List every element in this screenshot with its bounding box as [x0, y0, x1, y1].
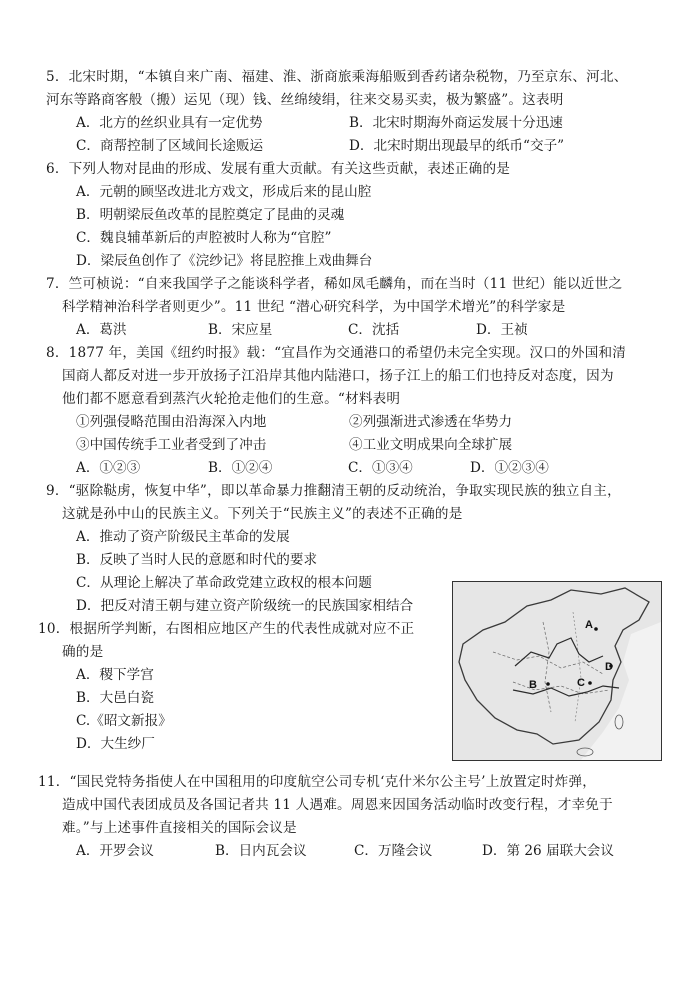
q6-option-b[interactable]: B．明朝梁辰鱼改革的昆腔奠定了昆曲的灵魂 — [76, 207, 345, 223]
q8-statement-1: ①列强侵略范围由沿海深入内地 — [76, 414, 267, 430]
q5-stem-line1: 5．北宋时期，“本镇自来广南、福建、淮、浙商旅乘海船贩到香药诸杂税物，乃至京东、河北、 — [46, 69, 628, 85]
q10-option-a[interactable]: A．稷下学宫 — [76, 667, 154, 683]
map-label-d: D — [605, 661, 613, 673]
q11-option-d[interactable]: D．第 26 届联大会议 — [482, 843, 614, 859]
q5-stem-line2: 河东等路商客般（搬）运见（现）钱、丝绵绫绢，往来交易买卖，极为繁盛”。这表明 — [46, 92, 564, 108]
q8-stem-line1: 8．1877 年，美国《纽约时报》载：“宜昌作为交通港口的希望仍未完全实现。汉口的外国和清 — [46, 345, 627, 361]
q8-option-b[interactable]: B．①②④ — [208, 460, 273, 476]
q9-option-a[interactable]: A．推动了资产阶级民主革命的发展 — [76, 529, 290, 545]
q5-option-c[interactable]: C．商帮控制了区域间长途贩运 — [76, 138, 264, 154]
q7-option-a[interactable]: A．葛洪 — [76, 322, 127, 338]
q8-stem-line3: 他们都不愿意看到蒸汽火轮抢走他们的生意。“材料表明 — [62, 391, 401, 407]
q9-option-c[interactable]: C．从理论上解决了革命政党建立政权的根本问题 — [76, 575, 372, 591]
map-marker-c — [588, 681, 592, 685]
q7-option-d[interactable]: D．王祯 — [476, 322, 528, 338]
q8-option-a[interactable]: A．①②③ — [76, 460, 141, 476]
q7-stem-line1: 7．竺可桢说：“自来我国学子之能谈科学者，稀如凤毛麟角，而在当时（11 世纪）能以近世之 — [46, 276, 623, 292]
q5-option-a[interactable]: A．北方的丝织业具有一定优势 — [76, 115, 263, 131]
q5-option-d[interactable]: D．北宋时期出现最早的纸币“交子” — [349, 138, 565, 154]
q11-option-c[interactable]: C．万隆会议 — [354, 843, 433, 859]
map-label-a: A — [585, 619, 593, 631]
q10-stem-line1: 10．根据所学判断，右图相应地区产生的代表性成就对应不正 — [38, 621, 415, 637]
q10-option-d[interactable]: D．大生纱厂 — [76, 736, 155, 752]
q9-option-b[interactable]: B．反映了当时人民的意愿和时代的要求 — [76, 552, 318, 568]
map-label-c: C — [577, 677, 585, 689]
q6-option-c[interactable]: C．魏良辅革新后的声腔被时人称为“官腔” — [76, 230, 332, 246]
q8-statement-4: ④工业文明成果向全球扩展 — [349, 437, 513, 453]
q10-option-c[interactable]: C.《昭文新报》 — [76, 713, 172, 729]
q11-stem-line3: 难。”与上述事件直接相关的国际会议是 — [62, 820, 297, 836]
q10-option-b[interactable]: B．大邑白瓷 — [76, 690, 154, 706]
q8-stem-line2: 国商人都反对进一步开放扬子江沿岸其他内陆港口，扬子江上的船工们也持反对态度，因为 — [62, 368, 614, 384]
china-map-figure — [452, 581, 662, 761]
q8-option-c[interactable]: C．①③④ — [348, 460, 413, 476]
china-map-graphic — [453, 582, 661, 760]
q7-stem-line2: 科学精神治科学者则更少”。11 世纪 “潜心研究科学，为中国学术增光”的科学家是 — [62, 299, 566, 315]
map-marker-a — [594, 627, 598, 631]
q5-option-b[interactable]: B．北宋时期海外商运发展十分迅速 — [349, 115, 563, 131]
q8-option-d[interactable]: D．①②③④ — [470, 460, 549, 476]
q10-stem-line2: 确的是 — [62, 644, 104, 660]
q6-option-d[interactable]: D．梁辰鱼创作了《浣纱记》将昆腔推上戏曲舞台 — [76, 253, 373, 269]
q8-statement-3: ③中国传统手工业者受到了冲击 — [76, 437, 267, 453]
q9-option-d[interactable]: D．把反对清王朝与建立资产阶级统一的民族国家相结合 — [76, 598, 414, 614]
q9-stem-line1: 9．“驱除鞑虏，恢复中华”，即以革命暴力推翻清王朝的反动统治，争取实现民族的独立自主， — [46, 483, 621, 499]
q7-option-c[interactable]: C．沈括 — [348, 322, 400, 338]
q7-option-b[interactable]: B．宋应星 — [208, 322, 273, 338]
q11-option-a[interactable]: A．开罗会议 — [76, 843, 154, 859]
q11-stem-line2: 造成中国代表团成员及各国记者共 11 人遇难。周恩来因国务活动临时改变行程，才幸免于 — [62, 797, 613, 813]
q6-stem: 6．下列人物对昆曲的形成、发展有重大贡献。有关这些贡献，表述正确的是 — [46, 161, 511, 177]
q6-option-a[interactable]: A．元朝的顾坚改进北方戏文，形成后来的昆山腔 — [76, 184, 372, 200]
map-marker-b — [546, 682, 550, 686]
map-label-b: B — [529, 679, 537, 691]
q11-option-b[interactable]: B．日内瓦会议 — [215, 843, 307, 859]
q8-statement-2: ②列强渐进式渗透在华势力 — [349, 414, 513, 430]
q9-stem-line2: 这就是孙中山的民族主义。下列关于“民族主义”的表述不正确的是 — [62, 506, 463, 522]
q11-stem-line1: 11．“国民党特务指使人在中国租用的印度航空公司专机‘克什米尔公主号’上放置定时炸弹， — [38, 774, 597, 790]
